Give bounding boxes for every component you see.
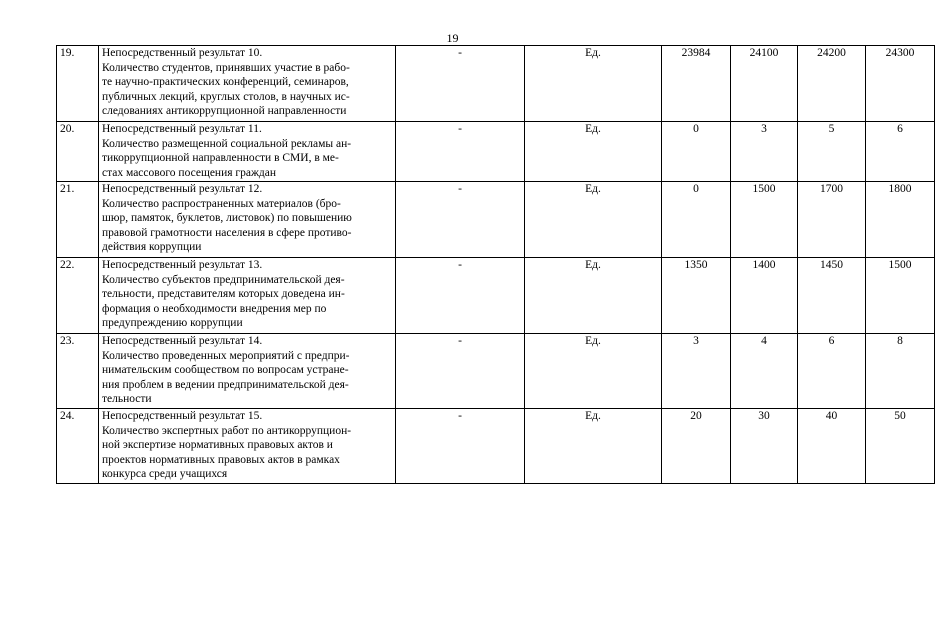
value-cell-2: 1500 <box>731 182 798 258</box>
description-line: проектов нормативных правовых актов в рамках <box>102 453 340 466</box>
value-cell-3: 24200 <box>798 46 866 122</box>
table-row <box>57 182 935 258</box>
row-number-cell: 19. <box>57 46 99 122</box>
description-line: ной экспертизе нормативных правовых актов и <box>102 439 333 452</box>
unit-cell: Ед. <box>525 46 662 122</box>
row-number-cell: 23. <box>57 334 99 409</box>
description-line: Количество проведенных мероприятий с предпри- <box>102 349 350 362</box>
page-number: 19 <box>446 31 459 45</box>
description-line: нимательским сообществом по вопросам устране- <box>102 364 349 377</box>
description-line: формация о необходимости внедрения мер по <box>102 302 327 315</box>
value-cell-3: 6 <box>798 334 866 409</box>
value-cell-3: 1450 <box>798 258 866 334</box>
description-line: конкурса среди учащихся <box>102 468 228 481</box>
table-row <box>57 122 935 182</box>
unit-cell: Ед. <box>525 409 662 484</box>
description-line: тельности <box>102 393 152 406</box>
dash-cell: - <box>396 46 525 122</box>
row-number-cell: 24. <box>57 409 99 484</box>
description-line: Количество экспертных работ по антикоррупцион- <box>102 424 352 437</box>
description-cell <box>99 122 396 182</box>
result-title: Непосредственный результат 15. <box>102 410 263 422</box>
row-number-cell: 21. <box>57 182 99 258</box>
unit-cell: Ед. <box>525 334 662 409</box>
description-cell <box>99 182 396 258</box>
results-table <box>56 45 935 484</box>
value-cell-4: 6 <box>866 122 935 182</box>
description-line: Количество студентов, принявших участие в рабо- <box>102 61 350 74</box>
value-cell-2: 24100 <box>731 46 798 122</box>
description-line: правовой грамотности населения в сфере противо- <box>102 226 352 239</box>
value-cell-4: 1500 <box>866 258 935 334</box>
unit-cell: Ед. <box>525 258 662 334</box>
description-line: публичных лекций, круглых столов, в научных ис- <box>102 90 350 103</box>
value-cell-3: 40 <box>798 409 866 484</box>
description-cell <box>99 46 396 122</box>
dash-cell: - <box>396 182 525 258</box>
unit-cell: Ед. <box>525 122 662 182</box>
result-title: Непосредственный результат 10. <box>102 47 263 59</box>
value-cell-2: 30 <box>731 409 798 484</box>
description-line: действия коррупции <box>102 241 202 254</box>
value-cell-1: 1350 <box>662 258 731 334</box>
value-cell-4: 50 <box>866 409 935 484</box>
description-line: шюр, памяток, буклетов, листовок) по повышению <box>102 212 352 225</box>
description-cell <box>99 258 396 334</box>
table-row <box>57 334 935 409</box>
value-cell-1: 3 <box>662 334 731 409</box>
result-title: Непосредственный результат 14. <box>102 335 263 347</box>
value-cell-2: 1400 <box>731 258 798 334</box>
table-row <box>57 258 935 334</box>
table-row <box>57 46 935 122</box>
value-cell-1: 20 <box>662 409 731 484</box>
description-line: стах массового посещения граждан <box>102 166 277 179</box>
value-cell-1: 23984 <box>662 46 731 122</box>
row-number-cell: 22. <box>57 258 99 334</box>
description-line: следованиях антикоррупционной направленности <box>102 105 347 118</box>
description-line: ния проблем в ведении предпринимательской дея- <box>102 378 349 391</box>
table-body <box>57 46 935 484</box>
description-cell <box>99 334 396 409</box>
description-line: те научно-практических конференций, семинаров, <box>102 76 349 89</box>
value-cell-3: 1700 <box>798 182 866 258</box>
value-cell-2: 3 <box>731 122 798 182</box>
dash-cell: - <box>396 258 525 334</box>
description-line: тикоррупционной направленности в СМИ, в ме- <box>102 152 339 165</box>
value-cell-4: 1800 <box>866 182 935 258</box>
result-title: Непосредственный результат 11. <box>102 123 262 135</box>
description-line: Количество распространенных материалов (бро- <box>102 197 341 210</box>
value-cell-1: 0 <box>662 182 731 258</box>
result-title: Непосредственный результат 12. <box>102 183 263 195</box>
value-cell-2: 4 <box>731 334 798 409</box>
description-line: Количество размещенной социальной рекламы ан- <box>102 137 352 150</box>
unit-cell: Ед. <box>525 182 662 258</box>
description-line: предупреждению коррупции <box>102 317 243 330</box>
value-cell-4: 8 <box>866 334 935 409</box>
value-cell-1: 0 <box>662 122 731 182</box>
dash-cell: - <box>396 409 525 484</box>
description-line: Количество субъектов предпринимательской дея- <box>102 273 345 286</box>
dash-cell: - <box>396 334 525 409</box>
value-cell-4: 24300 <box>866 46 935 122</box>
description-line: тельности, представителям которых доведена ин- <box>102 288 345 301</box>
description-cell <box>99 409 396 484</box>
row-number-cell: 20. <box>57 122 99 182</box>
table-row <box>57 409 935 484</box>
result-title: Непосредственный результат 13. <box>102 259 263 271</box>
value-cell-3: 5 <box>798 122 866 182</box>
dash-cell: - <box>396 122 525 182</box>
